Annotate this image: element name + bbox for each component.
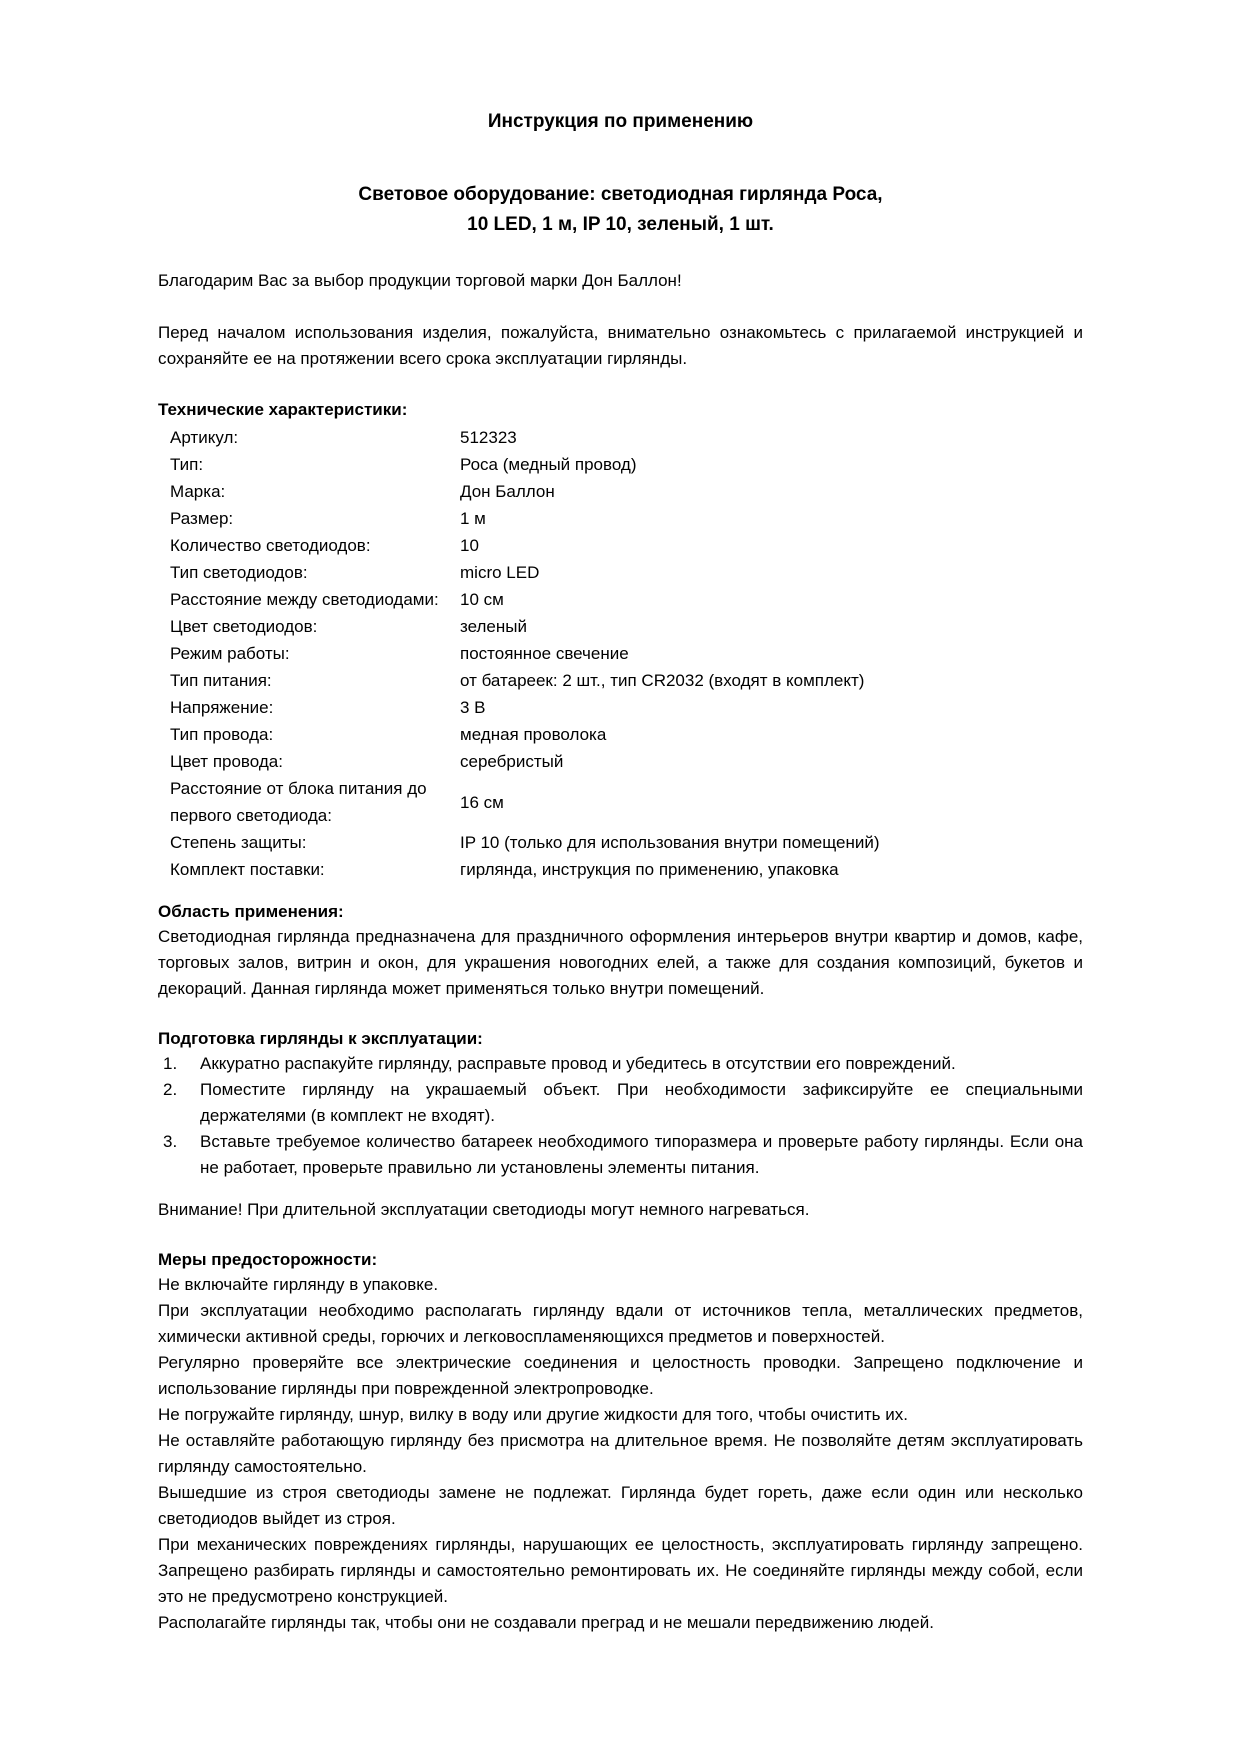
spec-row	[158, 748, 1083, 775]
spec-label: Режим работы:	[170, 644, 290, 663]
step-text: Вставьте требуемое количество батареек необходимого типоразмера и проверьте работу гирлянды. Если она не работает, проверьте правильно ли установлены элементы питания.	[200, 1132, 1083, 1177]
step-text: Аккуратно распакуйте гирлянду, расправьте провод и убедитесь в отсутствии его повреждений.	[200, 1054, 956, 1073]
spec-value: Роса (медный провод)	[460, 455, 637, 474]
spec-label: Цвет провода:	[170, 752, 283, 771]
spec-row	[158, 424, 1083, 451]
specs-table	[158, 424, 1083, 883]
spec-label: Тип провода:	[170, 725, 274, 744]
product-title-line1: Световое оборудование: светодиодная гирлянда Роса,	[358, 184, 883, 205]
step-item	[158, 1077, 1083, 1129]
intro-notice: Перед началом использования изделия, пожалуйста, внимательно ознакомьтесь с прилагаемой инструкцией и сохраняйте ее на протяжении всего срока эксплуатации гирлянды.	[158, 323, 1083, 368]
spec-label: Комплект поставки:	[170, 860, 325, 879]
spec-label: Расстояние от блока питания до первого светодиода:	[170, 779, 427, 825]
step-item	[158, 1129, 1083, 1181]
preparation-steps	[158, 1051, 1083, 1181]
spec-value: постоянное свечение	[460, 644, 629, 663]
product-title-line2: 10 LED, 1 м, IP 10, зеленый, 1 шт.	[467, 214, 774, 235]
spec-value: micro LED	[460, 563, 540, 582]
spec-row	[158, 694, 1083, 721]
spec-value: 512323	[460, 428, 517, 447]
precaution-item: При механических повреждениях гирлянды, нарушающих ее целостность, эксплуатировать гирлянду запрещено. Запрещено разбирать гирлянды и самостоятельно ремонтировать их. Не соединяйте гирлянды между собой, если это не предусмотрено конструкцией.	[158, 1535, 1083, 1606]
step-number: 2.	[163, 1080, 178, 1099]
spec-value: зеленый	[460, 617, 527, 636]
warning-text: Внимание! При длительной эксплуатации светодиоды могут немного нагреваться.	[158, 1200, 810, 1219]
spec-label: Степень защиты:	[170, 833, 307, 852]
step-number: 1.	[163, 1054, 178, 1073]
spec-row	[158, 559, 1083, 586]
preparation-heading: Подготовка гирлянды к эксплуатации:	[158, 1029, 483, 1048]
spec-row	[158, 775, 1083, 829]
spec-value: медная проволока	[460, 725, 607, 744]
spec-label: Напряжение:	[170, 698, 274, 717]
spec-row	[158, 586, 1083, 613]
spec-label: Марка:	[170, 482, 226, 501]
precautions-heading: Меры предосторожности:	[158, 1250, 378, 1269]
spec-label: Тип светодиодов:	[170, 563, 308, 582]
spec-value: 16 см	[460, 792, 504, 812]
spec-row	[158, 721, 1083, 748]
precaution-item: Не оставляйте работающую гирлянду без присмотра на длительное время. Не позволяйте детям эксплуатировать гирлянду самостоятельно.	[158, 1431, 1083, 1476]
spec-row	[158, 532, 1083, 559]
spec-value: серебристый	[460, 752, 564, 771]
spec-row	[158, 505, 1083, 532]
spec-label: Тип питания:	[170, 671, 272, 690]
step-text: Поместите гирлянду на украшаемый объект. При необходимости зафиксируйте ее специальными держателями (в комплект не входят).	[200, 1080, 1083, 1125]
spec-row	[158, 829, 1083, 856]
spec-row	[158, 613, 1083, 640]
step-number: 3.	[163, 1132, 178, 1151]
spec-value: 3 В	[460, 698, 486, 717]
precaution-item: Регулярно проверяйте все электрические соединения и целостность проводки. Запрещено подключение и использование гирлянды при поврежденной электропроводке.	[158, 1353, 1083, 1398]
application-heading: Область применения:	[158, 902, 344, 921]
spec-value: гирлянда, инструкция по применению, упаковка	[460, 860, 839, 879]
spec-row	[158, 667, 1083, 694]
spec-label: Расстояние между светодиодами:	[170, 590, 439, 609]
spec-row	[158, 451, 1083, 478]
precaution-item: Располагайте гирлянды так, чтобы они не создавали преград и не мешали передвижению людей.	[158, 1613, 934, 1632]
specs-heading: Технические характеристики:	[158, 400, 408, 419]
page-title: Инструкция по применению	[487, 111, 754, 132]
spec-label: Размер:	[170, 509, 234, 528]
spec-value: 1 м	[460, 509, 486, 528]
spec-label: Артикул:	[170, 428, 239, 447]
precaution-item: Не включайте гирлянду в упаковке.	[158, 1275, 439, 1294]
precaution-item: При эксплуатации необходимо располагать гирлянду вдали от источников тепла, металлических предметов, химически активной среды, горючих и легковоспламеняющихся предметов и поверхностей.	[158, 1301, 1083, 1346]
step-item	[158, 1051, 1083, 1077]
precautions-list	[158, 1272, 1083, 1636]
spec-value: 10 см	[460, 590, 504, 609]
precaution-item: Вышедшие из строя светодиоды замене не подлежат. Гирлянда будет гореть, даже если один или несколько светодиодов выйдет из строя.	[158, 1483, 1083, 1528]
spec-label: Тип:	[170, 455, 204, 474]
spec-row	[158, 856, 1083, 883]
spec-value: от батареек: 2 шт., тип CR2032 (входят в комплект)	[460, 671, 865, 690]
spec-value: IP 10 (только для использования внутри помещений)	[460, 833, 880, 852]
precaution-item: Не погружайте гирлянду, шнур, вилку в воду или другие жидкости для того, чтобы очистить их.	[158, 1405, 908, 1424]
intro-thanks: Благодарим Вас за выбор продукции торговой марки Дон Баллон!	[158, 271, 682, 290]
spec-row	[158, 478, 1083, 505]
application-text: Светодиодная гирлянда предназначена для праздничного оформления интерьеров внутри квартир и домов, кафе, торговых залов, витрин и окон, для украшения новогодних елей, а также для создания композиций, букетов и декораций. Данная гирлянда может применяться только внутри помещений.	[158, 927, 1083, 998]
spec-label: Цвет светодиодов:	[170, 617, 318, 636]
product-title	[158, 180, 1083, 240]
spec-label: Количество светодиодов:	[170, 536, 371, 555]
spec-value: 10	[460, 536, 479, 555]
spec-row	[158, 640, 1083, 667]
spec-value: Дон Баллон	[460, 482, 555, 501]
